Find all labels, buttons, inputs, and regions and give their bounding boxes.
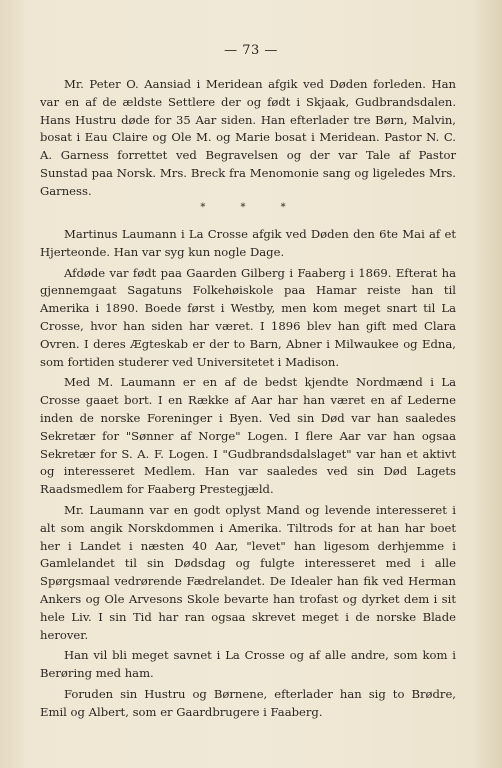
paragraph: Han vil bli meget savnet i La Crosse og af alle andre, som kom i Berøring med ham. <box>40 648 456 681</box>
paragraph: Mr. Laumann var en godt oplyst Mand og levende interesseret i alt som angik Norskdommen i Amerika. Tiltrods for at han har boet her i Landet i næsten 40 Aar, "levet" han ligesom derhjemme i Gamlelandet til sin Dødsdag og fulgte interesseret med i alle Spørgsmaal vedrørende Fædrelandet. De Idealer han fik ved Herman Ankers og Ole Arvesons Skole bevarte han trofast og dyrket dem i sit hele Liv. I sin Tid har ran ogsaa skrevet meget i de norske Blade herover. <box>40 502 456 642</box>
paragraph: Martinus Laumann i La Crosse afgik ved Døden den 6te Mai af et Hjerteonde. Han var syg kun nogle Dage. <box>40 227 456 259</box>
section-separator: * * * <box>200 202 302 213</box>
page-number: — 73 — <box>224 43 278 58</box>
obituary-laumann <box>40 226 456 725</box>
obituary-aansiad <box>40 76 456 201</box>
paragraph: Afdøde var født paa Gaarden Gilberg i Faaberg i 1869. Efterat ha gjennemgaat Sagatuns Folkehøiskole paa Hamar reiste han til Amerika i 1890. Boede først i Westby, men kom meget snart til La Crosse, hvor han siden har været. I 1896 blev han gift med Clara Ovren. I deres Ægteskab er der to Barn, Abner i Milwaukee og Edna, som fortiden studerer ved Universitetet i Madison. <box>40 265 456 369</box>
paragraph: Foruden sin Hustru og Børnene, efterlader han sig to Brødre, Emil og Albert, som er Gaardbrugere i Faaberg. <box>40 686 456 719</box>
paragraph: Mr. Peter O. Aansiad i Meridean afgik ved Døden forleden. Han var en af de ældste Settlere der og født i Skjaak, Gudbrandsdalen. Hans Hustru døde for 35 Aar siden. Han efterlader tre Børn, Malvin, bosat i Eau Claire og Ole M. og Marie bosat i Meridean. Pastor N. C. A. Garness forrettet ved Begravelsen og der var Tale af Pastor Sunstad paa Norsk. Mrs. Breck fra Menomonie sang og ligeledes Mrs. Garness. <box>40 77 456 198</box>
paragraph: Med M. Laumann er en af de bedst kjendte Nordmænd i La Crosse gaaet bort. I en Række af Aar har han været en af Lederne inden de norske Foreninger i Byen. Ved sin Død var han saaledes Sekretær for "Sønner af Norge" Logen. I flere Aar var han ogsaa Sekretær for S. A. F. Logen. I "Gudbrandsdalslaget" var han et aktivt og interesseret Medlem. Han var saaledes ved sin Død Lagets Raadsmedlem for Faaberg Prestegjæld. <box>40 375 456 497</box>
